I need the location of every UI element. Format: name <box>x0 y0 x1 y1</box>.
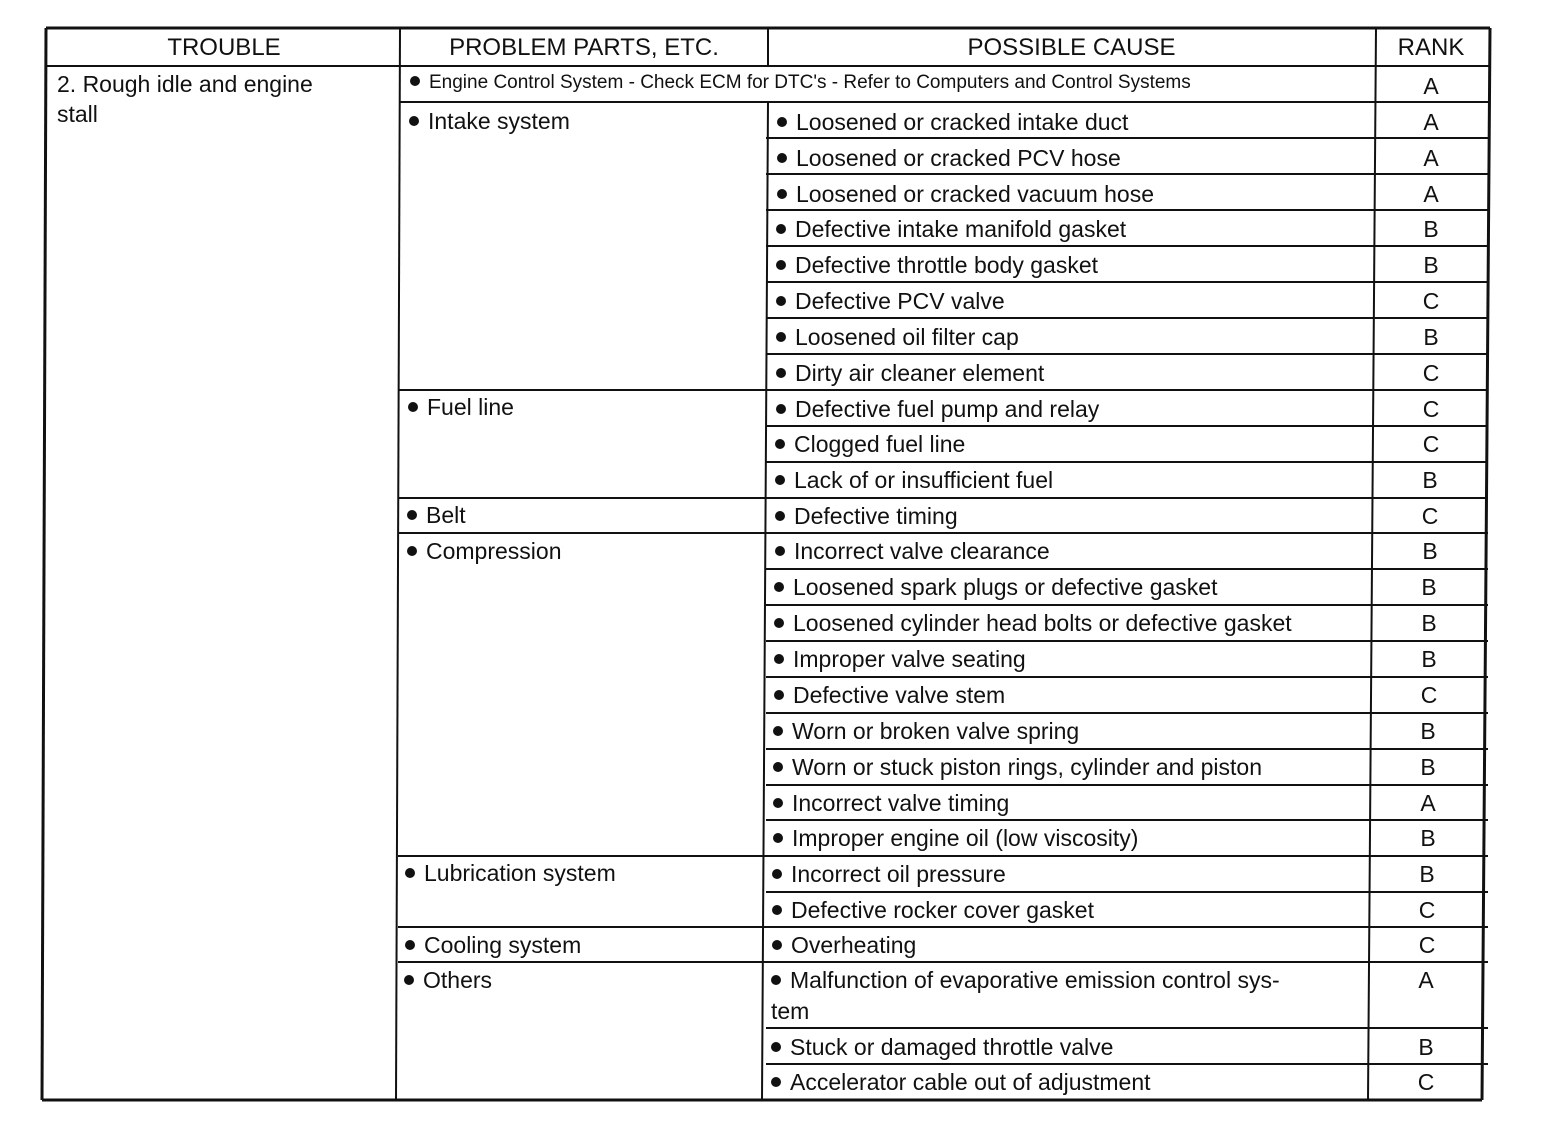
bullet-icon <box>777 117 787 127</box>
cause-text: Defective intake manifold gasket <box>795 216 1127 242</box>
rank-cell: A <box>1423 145 1439 171</box>
rank-cell: A <box>1423 109 1439 135</box>
part-label: Cooling system <box>424 932 582 958</box>
rank-cell: B <box>1423 216 1439 242</box>
rank-cell: C <box>1417 1069 1435 1095</box>
cause-row <box>776 252 1098 279</box>
part-intake-system <box>409 108 570 135</box>
cause-text: Loosened or cracked intake duct <box>796 109 1129 135</box>
bullet-icon <box>775 439 785 449</box>
cause-row <box>777 109 1128 136</box>
trouble-line-1: 2. Rough idle and engine <box>57 71 313 97</box>
cause-continuation: tem <box>771 998 810 1024</box>
bullet-icon <box>775 475 785 485</box>
cause-text: Improper engine oil (low viscosity) <box>792 825 1139 851</box>
rank-cell: C <box>1421 503 1439 529</box>
cause-row <box>773 825 1138 852</box>
bullet-icon <box>773 833 783 843</box>
bullet-icon <box>410 76 420 86</box>
cause-row <box>775 431 965 458</box>
part-label: Belt <box>426 502 466 528</box>
rank-cell: A <box>1418 967 1434 993</box>
part-belt <box>407 502 466 529</box>
part-cooling-system <box>405 932 581 959</box>
part-lubrication-system <box>405 860 616 887</box>
bullet-icon <box>772 869 782 879</box>
cause-row <box>774 682 1005 709</box>
rank-cell: C <box>1420 682 1438 708</box>
cause-text: Loosened oil filter cap <box>795 324 1019 350</box>
cause-row <box>772 861 1006 888</box>
bullet-icon <box>407 510 417 520</box>
bullet-icon <box>776 404 786 414</box>
bullet-icon <box>777 189 787 199</box>
bullet-icon <box>774 582 784 592</box>
part-label: Compression <box>426 538 562 564</box>
ecm-check-label: Engine Control System - Check ECM for DTC's - Refer to Computers and Control Systems <box>429 72 1191 93</box>
cause-row <box>775 538 1050 565</box>
cause-row <box>774 610 1292 637</box>
cause-row <box>772 897 1094 924</box>
rank-cell: C <box>1418 897 1436 923</box>
cause-text: Loosened cylinder head bolts or defective gasket <box>793 610 1292 636</box>
cause-row <box>776 216 1126 243</box>
bullet-icon <box>776 260 786 270</box>
rank-cell: B <box>1422 538 1438 564</box>
cause-text: Worn or broken valve spring <box>792 718 1080 744</box>
rank-cell: A <box>1423 181 1439 207</box>
bullet-icon <box>777 153 787 163</box>
part-fuel-line <box>408 394 514 421</box>
header-possible-cause: POSSIBLE CAUSE <box>967 34 1176 61</box>
cause-row <box>777 145 1121 172</box>
rank-cell: C <box>1422 360 1440 386</box>
bullet-icon <box>771 975 781 985</box>
bullet-icon <box>408 402 418 412</box>
cause-row <box>771 1069 1151 1096</box>
cause-text: Defective timing <box>794 503 958 529</box>
rank-cell: B <box>1420 754 1436 780</box>
rank-cell: C <box>1422 288 1440 314</box>
rank-cell: B <box>1420 825 1436 851</box>
bullet-icon <box>775 546 785 556</box>
part-others <box>404 967 492 994</box>
bullet-icon <box>774 654 784 664</box>
cause-row <box>776 324 1019 351</box>
cause-text: Defective PCV valve <box>795 288 1005 314</box>
cause-text: Incorrect valve timing <box>792 790 1010 816</box>
cause-row <box>774 574 1218 601</box>
bullet-icon <box>773 798 783 808</box>
cause-row <box>775 503 958 530</box>
cause-text: Stuck or damaged throttle valve <box>790 1034 1114 1060</box>
bullet-icon <box>774 690 784 700</box>
cause-text: Clogged fuel line <box>794 431 966 457</box>
cause-row <box>776 288 1005 315</box>
cause-row <box>771 1034 1113 1061</box>
column-divider <box>762 102 768 1100</box>
cause-text: Malfunction of evaporative emission control sys- <box>790 967 1280 993</box>
cause-row <box>773 754 1262 781</box>
cause-text: Lack of or insufficient fuel <box>794 467 1054 493</box>
rank-cell: B <box>1423 252 1439 278</box>
bullet-icon <box>405 940 415 950</box>
bullet-icon <box>776 332 786 342</box>
cause-text: Defective valve stem <box>793 682 1006 708</box>
cause-text: Loosened or cracked PCV hose <box>796 145 1121 171</box>
bullet-icon <box>407 546 417 556</box>
part-label: Lubrication system <box>424 860 616 886</box>
cause-text: Loosened spark plugs or defective gasket <box>793 574 1218 600</box>
bullet-icon <box>405 868 415 878</box>
bullet-icon <box>775 511 785 521</box>
cause-text: Defective throttle body gasket <box>795 252 1098 278</box>
trouble-line-2: stall <box>57 101 98 127</box>
cause-row <box>776 360 1044 387</box>
cause-text: Dirty air cleaner element <box>795 360 1045 386</box>
bullet-icon <box>409 116 419 126</box>
cause-row <box>774 646 1026 673</box>
header-rank: RANK <box>1397 34 1465 61</box>
rank-cell: B <box>1421 574 1437 600</box>
bullet-icon <box>776 368 786 378</box>
part-label: Others <box>423 967 493 993</box>
bullet-icon <box>772 940 782 950</box>
cause-row <box>771 967 1280 994</box>
rank-cell: C <box>1418 932 1436 958</box>
part-compression <box>407 538 562 565</box>
cause-text: Overheating <box>791 932 917 958</box>
rank-cell: C <box>1422 431 1440 457</box>
rank-cell: B <box>1418 1034 1434 1060</box>
cause-row <box>775 467 1053 494</box>
bullet-icon <box>776 224 786 234</box>
part-label: Fuel line <box>427 394 514 420</box>
bullet-icon <box>771 1042 781 1052</box>
bullet-icon <box>771 1077 781 1087</box>
cause-row <box>773 790 1009 817</box>
bullet-icon <box>404 975 414 985</box>
cause-row <box>777 181 1154 208</box>
rank-cell: B <box>1422 467 1438 493</box>
cause-row <box>772 932 916 959</box>
cause-text: Loosened or cracked vacuum hose <box>796 181 1154 207</box>
cause-row <box>776 396 1099 423</box>
bullet-icon <box>773 726 783 736</box>
ecm-check-text <box>410 72 1191 94</box>
rank-cell: B <box>1421 610 1437 636</box>
bullet-icon <box>776 296 786 306</box>
rank-cell: C <box>1422 396 1440 422</box>
cause-text: Incorrect oil pressure <box>791 861 1006 887</box>
cause-text: Improper valve seating <box>793 646 1026 672</box>
cause-text: Incorrect valve clearance <box>794 538 1050 564</box>
cause-text: Defective fuel pump and relay <box>795 396 1100 422</box>
header-problem-parts: PROBLEM PARTS, ETC. <box>449 34 719 61</box>
rank-cell: A <box>1420 790 1436 816</box>
table-border-left <box>42 28 46 1100</box>
bullet-icon <box>772 905 782 915</box>
rank-cell: B <box>1420 718 1436 744</box>
rank-cell: B <box>1423 324 1439 350</box>
rank-cell: B <box>1419 861 1435 887</box>
cause-text: Worn or stuck piston rings, cylinder and piston <box>792 754 1263 780</box>
ecm-check-rank: A <box>1423 73 1439 99</box>
column-divider <box>396 28 400 1100</box>
rank-cell: B <box>1421 646 1437 672</box>
bullet-icon <box>774 618 784 628</box>
cause-row <box>773 718 1079 745</box>
bullet-icon <box>773 762 783 772</box>
header-trouble: TROUBLE <box>167 34 281 61</box>
part-label: Intake system <box>428 108 570 134</box>
cause-text: Accelerator cable out of adjustment <box>790 1069 1151 1095</box>
cause-text: Defective rocker cover gasket <box>791 897 1094 923</box>
